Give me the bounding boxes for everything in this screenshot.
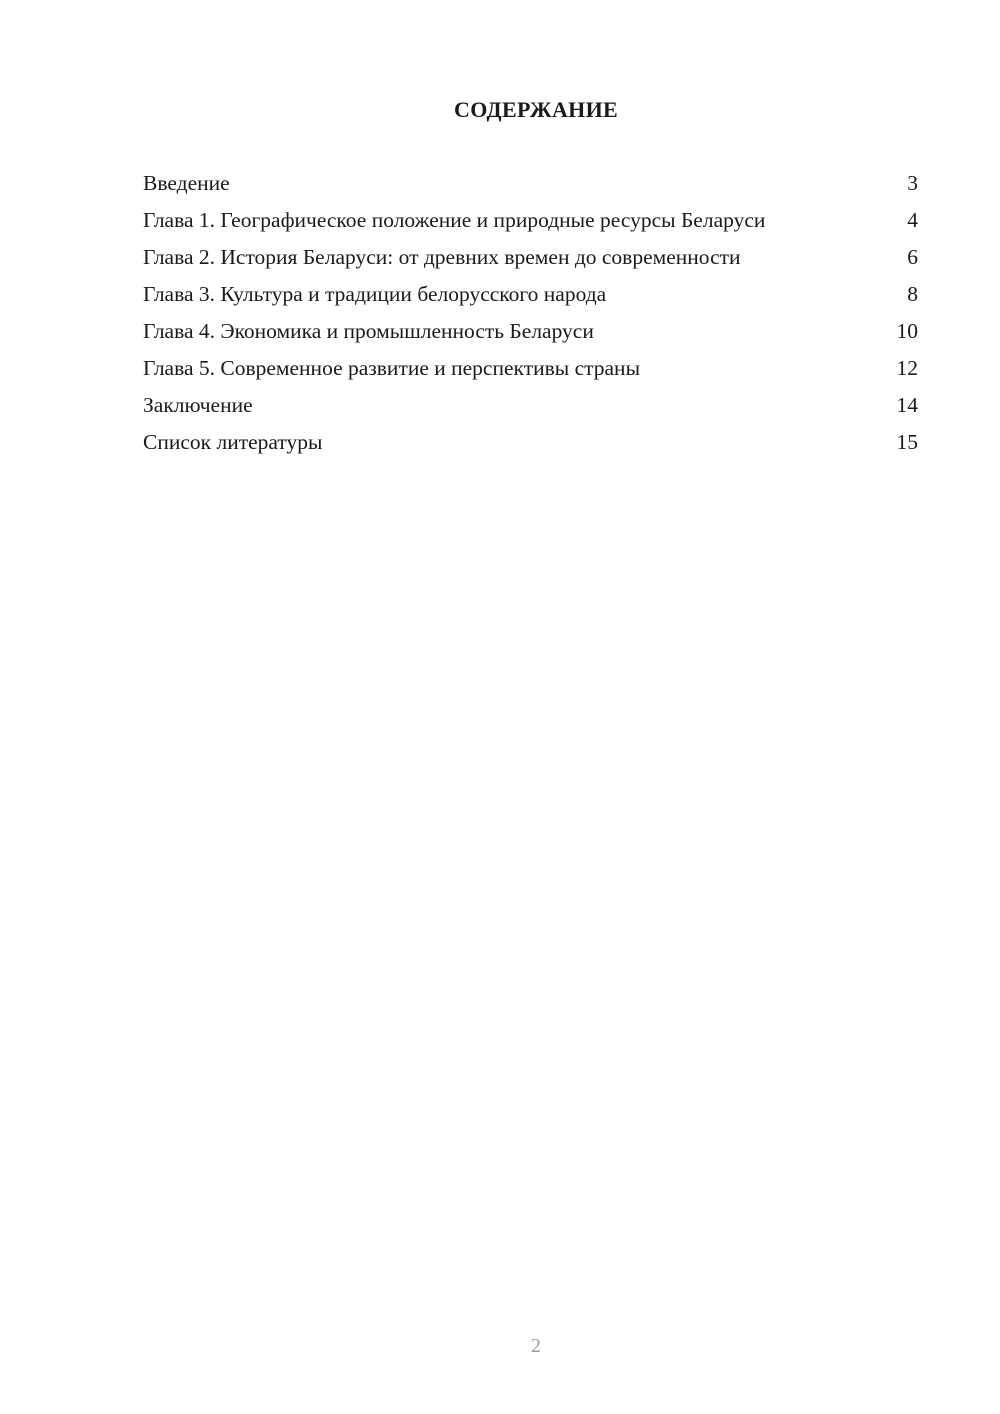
toc-entry-text: Заключение [143,393,253,417]
toc-entry-page: 3 [907,171,918,195]
toc-entry-chapter-5 [143,355,918,382]
toc-entry-introduction [143,170,918,197]
toc-entry-conclusion [143,392,918,419]
toc-entry-text: Глава 2. История Беларуси: от древних времен до современности [143,245,741,269]
toc-entry-chapter-3 [143,281,918,308]
toc-entry-page: 4 [907,208,918,232]
toc-entry-page: 14 [896,393,918,417]
toc-entry-page: 10 [896,319,918,343]
toc-entry-page: 12 [896,356,918,380]
toc-entry-text: Глава 5. Современное развитие и перспективы страны [143,356,641,380]
table-of-contents [143,170,918,466]
page-title: СОДЕРЖАНИЕ [454,97,618,122]
toc-entry-chapter-1 [143,207,918,234]
toc-entry-references [143,429,918,456]
toc-entry-chapter-4 [143,318,918,345]
page-number: 2 [531,1335,541,1357]
toc-entry-text: Глава 1. Географическое положение и природные ресурсы Беларуси [143,208,766,232]
toc-entry-chapter-2 [143,244,918,271]
toc-entry-page: 8 [907,282,918,306]
toc-entry-page: 6 [907,245,918,269]
toc-entry-page: 15 [896,430,918,454]
toc-entry-text: Глава 4. Экономика и промышленность Беларуси [143,319,594,343]
toc-entry-text: Введение [143,171,230,195]
toc-entry-text: Глава 3. Культура и традиции белорусского народа [143,282,607,306]
toc-entry-text: Список литературы [143,430,323,454]
